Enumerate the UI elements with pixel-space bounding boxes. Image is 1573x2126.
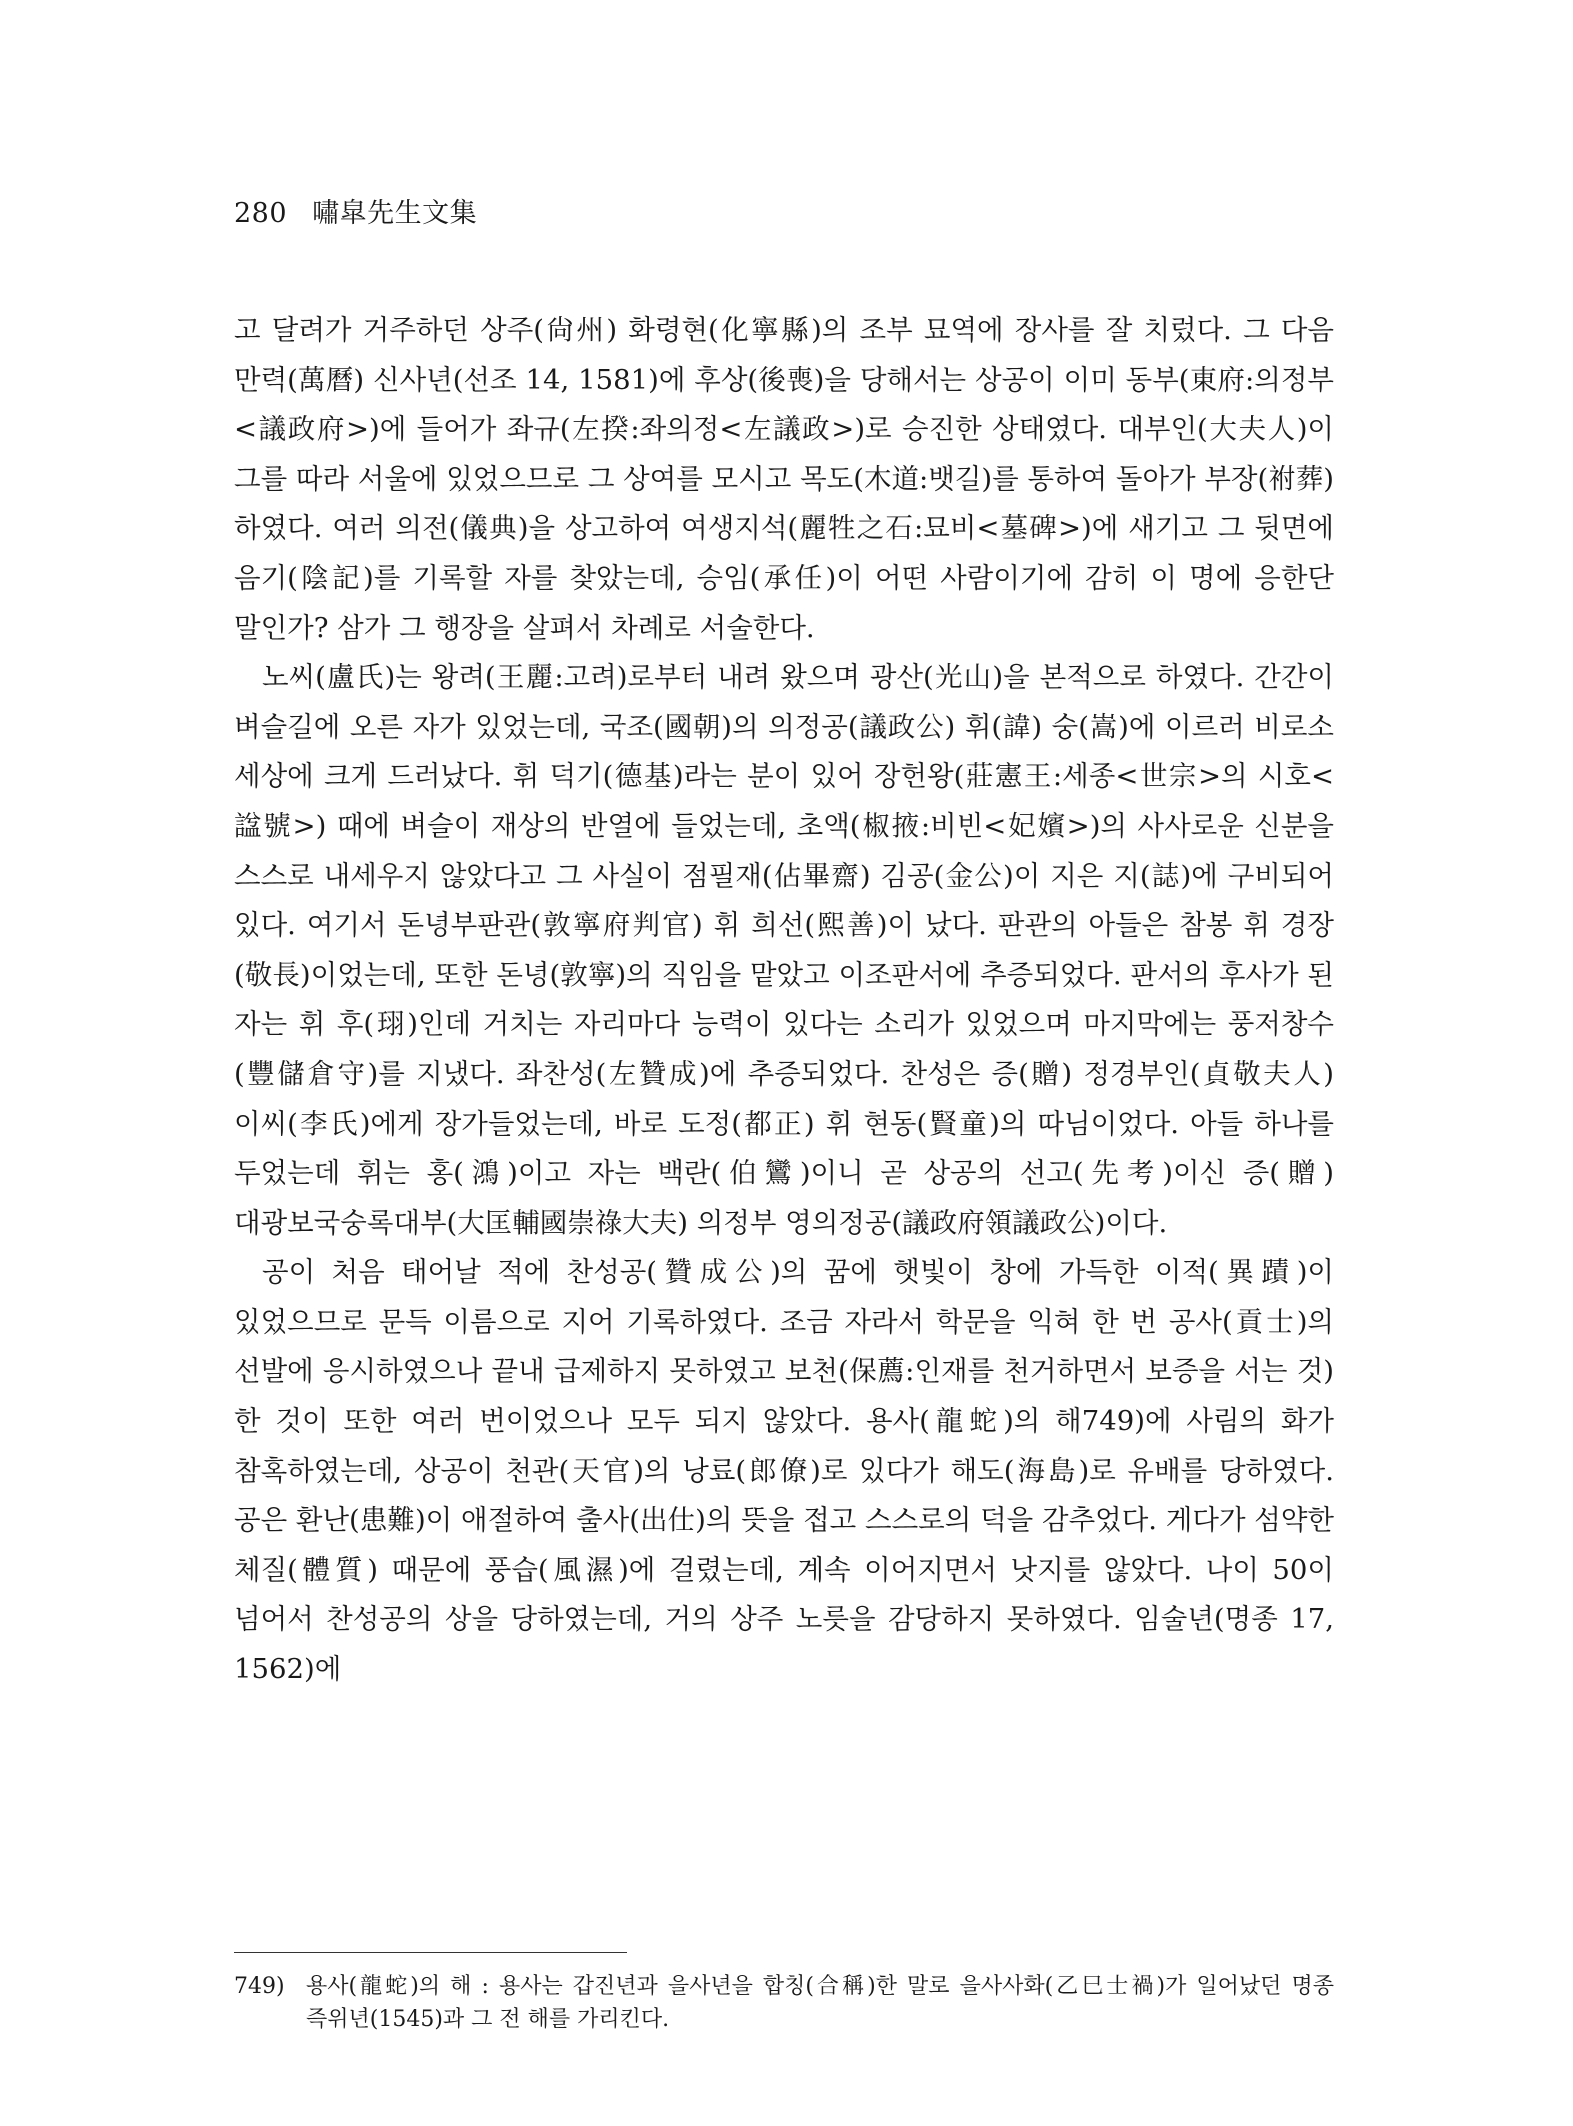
body-text — [234, 306, 1334, 1695]
running-header — [234, 196, 477, 232]
footnote-749 — [234, 1970, 1334, 2036]
footnote-mark: 749) — [234, 1974, 285, 1999]
footnote-divider — [234, 1952, 627, 1953]
footnote-text: 용사(龍蛇)의 해 : 용사는 갑진년과 을사년을 합칭(合稱)한 말로 을사사화(乙巳士禍)가 일어났던 명종 즉위년(1545)과 그 전 해를 가리킨다. — [306, 1974, 1334, 2032]
paragraph-1: 고 달려가 거주하던 상주(尙州) 화령현(化寧縣)의 조부 묘역에 장사를 잘 치렀다. 그 다음 만력(萬曆) 신사년(선조 14, 1581)에 후상(後喪)을 당해서는 상공이 이미 동부(東府:의정부<議政府>)에 들어가 좌규(左揆:좌의정<左議政>)로 승진한 상태였다. 대부인(大夫人)이 그를 따라 서울에 있었으므로 그 상여를 모시고 목도(木道:뱃길)를 통하여 돌아가 부장(祔葬)하였다. 여러 의전(儀典)을 상고하여 여생지석(麗牲之石:묘비<墓碑>)에 새기고 그 뒷면에 음기(陰記)를 기록할 자를 찾았는데, 승임(承任)이 어떤 사람이기에 감히 이 명에 응한단 말인가? 삼가 그 행장을 살펴서 차례로 서술한다. — [234, 314, 1334, 644]
page-number: 280 — [234, 198, 288, 229]
paragraph-3: 공이 처음 태어날 적에 찬성공(贊成公)의 꿈에 햇빛이 창에 가득한 이적(異蹟)이 있었으므로 문득 이름으로 지어 기록하였다. 조금 자라서 학문을 익혀 한 번 공사(貢士)의 선발에 응시하였으나 끝내 급제하지 못하였고 보천(保薦:인재를 천거하면서 보증을 서는 것)한 것이 또한 여러 번이었으나 모두 되지 않았다. 용사(龍蛇)의 해749)에 사림의 화가 참혹하였는데, 상공이 천관(天官)의 낭료(郎僚)로 있다가 해도(海島)로 유배를 당하였다. 공은 환난(患難)이 애절하여 출사(出仕)의 뜻을 접고 스스로의 덕을 감추었다. 게다가 섬약한 체질(體質) 때문에 풍습(風濕)에 걸렸는데, 계속 이어지면서 낫지를 않았다. 나이 50이 넘어서 찬성공의 상을 당하였는데, 거의 상주 노릇을 감당하지 못하였다. 임술년(명종 17, 1562)에 — [234, 1256, 1334, 1686]
paragraph-2: 노씨(盧氏)는 왕려(王麗:고려)로부터 내려 왔으며 광산(光山)을 본적으로 하였다. 간간이 벼슬길에 오른 자가 있었는데, 국조(國朝)의 의정공(議政公) 휘(諱) 숭(嵩)에 이르러 비로소 세상에 크게 드러났다. 휘 덕기(德基)라는 분이 있어 장헌왕(莊憲王:세종<世宗>의 시호<諡號>) 때에 벼슬이 재상의 반열에 들었는데, 초액(椒掖:비빈<妃嬪>)의 사사로운 신분을 스스로 내세우지 않았다고 그 사실이 점필재(佔畢齋) 김공(金公)이 지은 지(誌)에 구비되어 있다. 여기서 돈녕부판관(敦寧府判官) 휘 희선(熙善)이 났다. 판관의 아들은 참봉 휘 경장(敬長)이었는데, 또한 돈녕(敦寧)의 직임을 맡았고 이조판서에 추증되었다. 판서의 후사가 된 자는 휘 후(珝)인데 거치는 자리마다 능력이 있다는 소리가 있었으며 마지막에는 풍저창수(豐儲倉守)를 지냈다. 좌찬성(左贊成)에 추증되었다. 찬성은 증(贈) 정경부인(貞敬夫人) 이씨(李氏)에게 장가들었는데, 바로 도정(都正) 휘 현동(賢童)의 따님이었다. 아들 하나를 두었는데 휘는 홍(鴻)이고 자는 백란(伯鸞)이니 곧 상공의 선고(先考)이신 증(贈) 대광보국숭록대부(大匡輔國崇祿大夫) 의정부 영의정공(議政府領議政公)이다. — [234, 661, 1334, 1239]
footnotes — [234, 1970, 1334, 2036]
book-title: 嘯皐先生文集 — [312, 198, 478, 229]
